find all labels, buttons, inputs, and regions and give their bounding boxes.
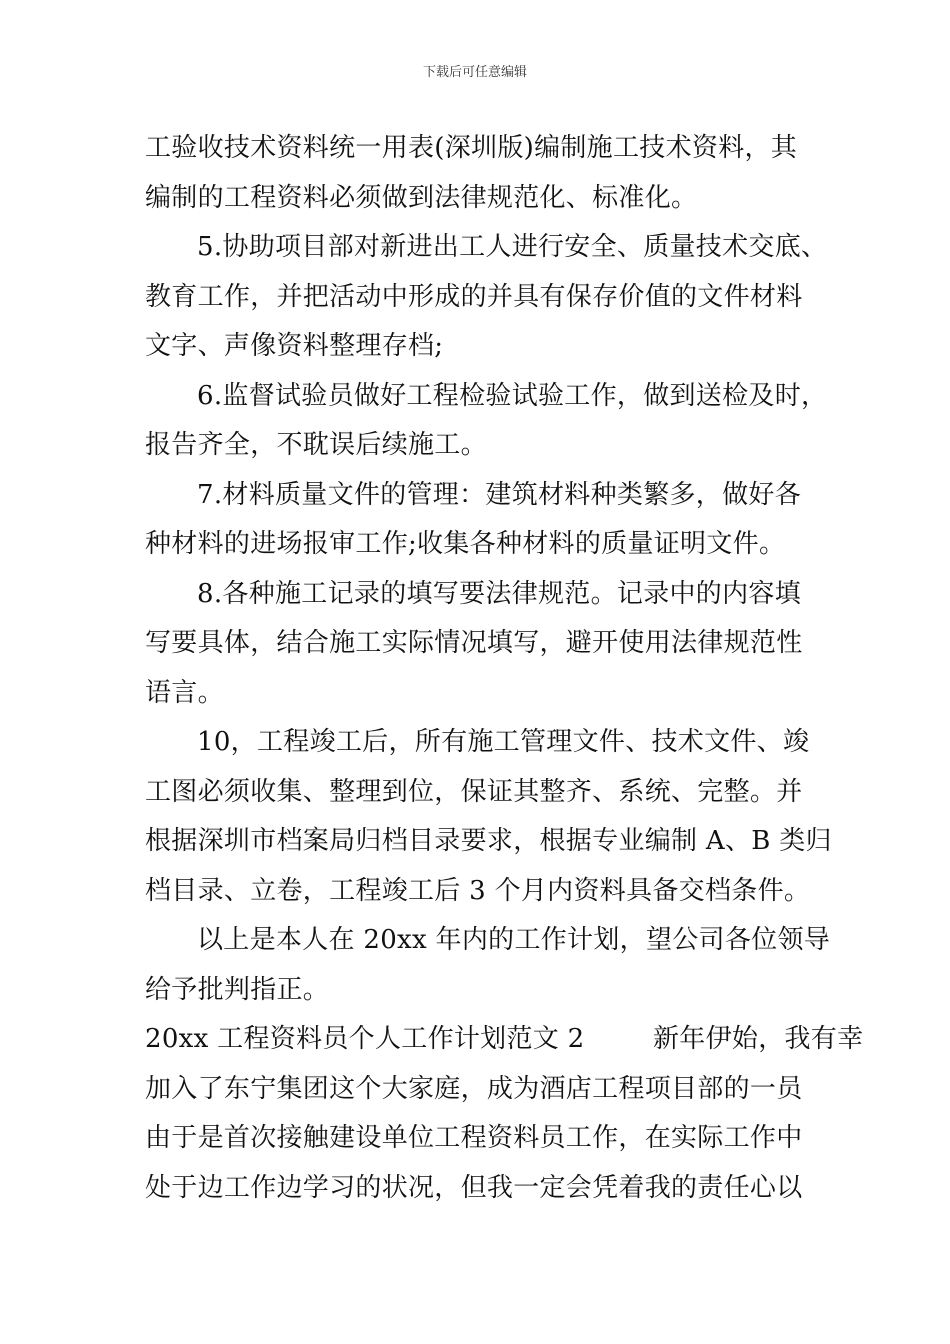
text-line: 7.材料质量文件的管理：建筑材料种类繁多，做好各 [197,479,802,510]
text-line: 教育工作，并把活动中形成的并具有保存价值的文件材料 [145,281,803,312]
text-line: 10，工程竣工后，所有施工管理文件、技术文件、竣 [197,727,810,757]
text-line: 6.监督试验员做好工程检验试验工作，做到送检及时， [197,380,828,411]
text-line: 档目录、立卷，工程竣工后 3 个月内资料具备交档条件。 [145,875,811,906]
text-line: 语言。 [145,677,224,708]
text-line: 根据深圳市档案局归档目录要求，根据专业编制 A、B 类归 [145,826,832,856]
text-line: 工图必须收集、整理到位，保证其整齐、系统、完整。并 [145,776,803,807]
text-line: 加入了东宁集团这个大家庭，成为酒店工程项目部的一员 [145,1073,803,1104]
text-line: 5.协助项目部对新进出工人进行安全、质量技术交底、 [197,232,828,262]
text-line: 报告齐全，不耽误后续施工。 [145,430,487,460]
text-line: 文字、声像资料整理存档; [145,331,444,361]
text-line: 编制的工程资料必须做到法律规范化、标准化。 [145,182,698,213]
text-line: 以上是本人在 20xx 年内的工作计划，望公司各位领导 [197,925,831,955]
text-line: 工验收技术资料统一用表(深圳版)编制施工技术资料，其 [145,133,798,163]
text-line: 写要具体，结合施工实际情况填写，避开使用法律规范性 [145,628,803,658]
text-line: 8.各种施工记录的填写要法律规范。记录中的内容填 [197,578,802,609]
text-line: 由于是首次接触建设单位工程资料员工作，在实际工作中 [145,1123,803,1153]
text-line: 20xx 工程资料员个人工作计划范文 2 新年伊始，我有幸 [145,1024,864,1054]
document-body [145,124,864,1213]
page-header: 下载后可任意编辑 [422,65,527,80]
text-line: 处于边工作边学习的状况，但我一定会凭着我的责任心以 [145,1172,803,1203]
text-line: 给予批判指正。 [145,974,330,1005]
text-line: 种材料的进场报审工作;收集各种材料的质量证明文件。 [145,529,786,559]
